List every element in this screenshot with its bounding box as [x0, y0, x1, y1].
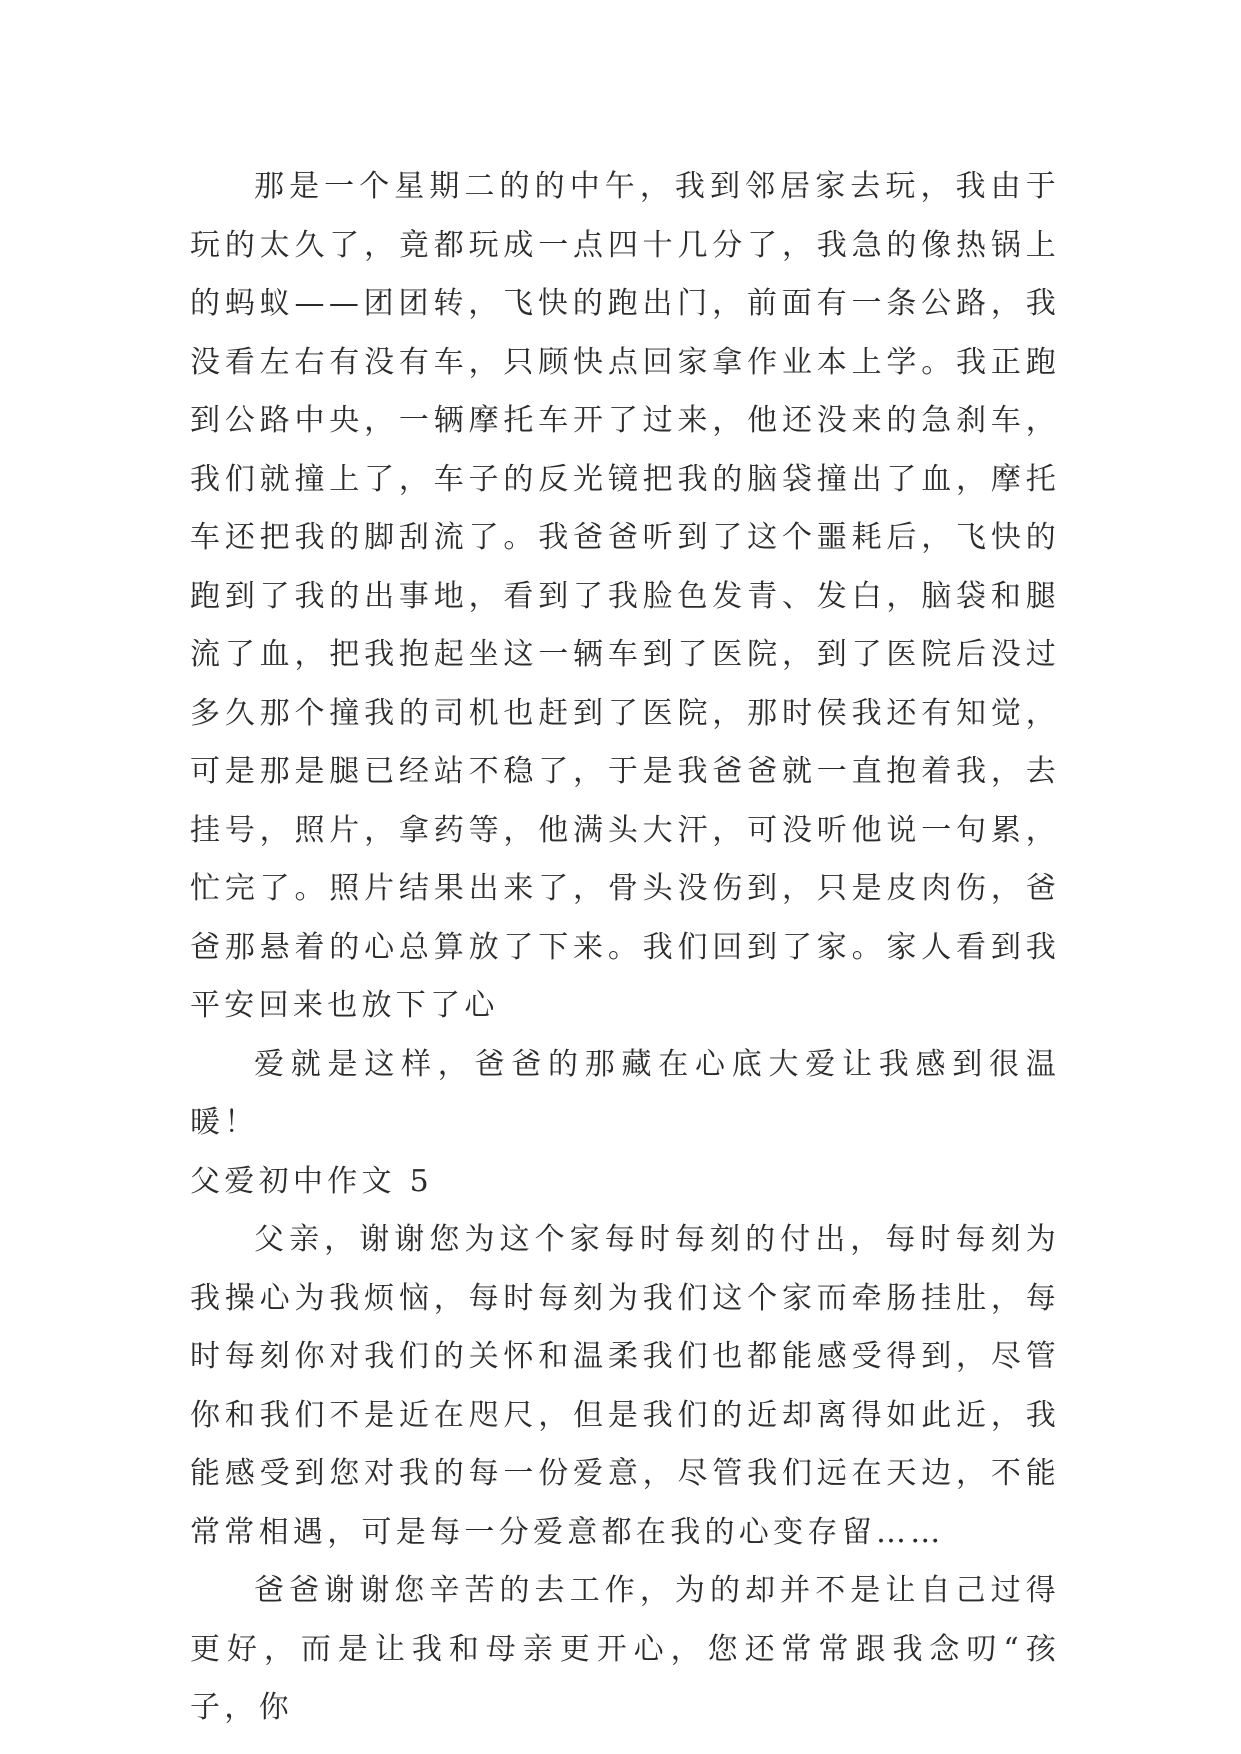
paragraph-thanks-work: 爸爸谢谢您辛苦的去工作，为的却并不是让自己过得更好，而是让我和母亲更开心，您还常常跟我念叨“孩子，你: [190, 1573, 1060, 1725]
paragraph-thanks-father: 父亲，谢谢您为这个家每时每刻的付出，每时每刻为我操心为我烦恼，每时每刻为我们这个家而牵肠挂肚，每时每刻你对我们的关怀和温柔我们也都能感受得到，尽管你和我们不是近在咫尺，但是我们的近却离得如此近，我能感受到您对我的每一份爱意，尽管我们远在天边，不能常常相遇，可是每一分爱意都在我的心变存留……: [190, 1222, 1060, 1550]
paragraph-accident-story: 那是一个星期二的的中午，我到邻居家去玩，我由于玩的太久了，竟都玩成一点四十几分了，我急的像热锅上的蚂蚁——团团转，飞快的跑出门，前面有一条公路，我没看左右有没有车，只顾快点回家拿作业本上学。我正跑到公路中央，一辆摩托车开了过来，他还没来的急刹车，我们就撞上了，车子的反光镜把我的脑袋撞出了血，摩托车还把我的脚刮流了。我爸爸听到了这个噩耗后，飞快的跑到了我的出事地，看到了我脸色发青、发白，脑袋和腿流了血，把我抱起坐这一辆车到了医院，到了医院后没过多久那个撞我的司机也赶到了医院，那时侯我还有知觉，可是那是腿已经站不稳了，于是我爸爸就一直抱着我，去挂号，照片，拿药等，他满头大汗，可没听他说一句累，忙完了。照片结果出来了，骨头没伤到，只是皮肉伤，爸爸那悬着的心总算放了下来。我们回到了家。家人看到我平安回来也放下了心: [190, 169, 1060, 1023]
document-body: [190, 158, 1060, 1738]
paragraph-love-conclusion: 爱就是这样，爸爸的那藏在心底大爱让我感到很温暖！: [190, 1046, 1060, 1140]
essay-heading: 父爱初中作文 5: [190, 1163, 434, 1199]
